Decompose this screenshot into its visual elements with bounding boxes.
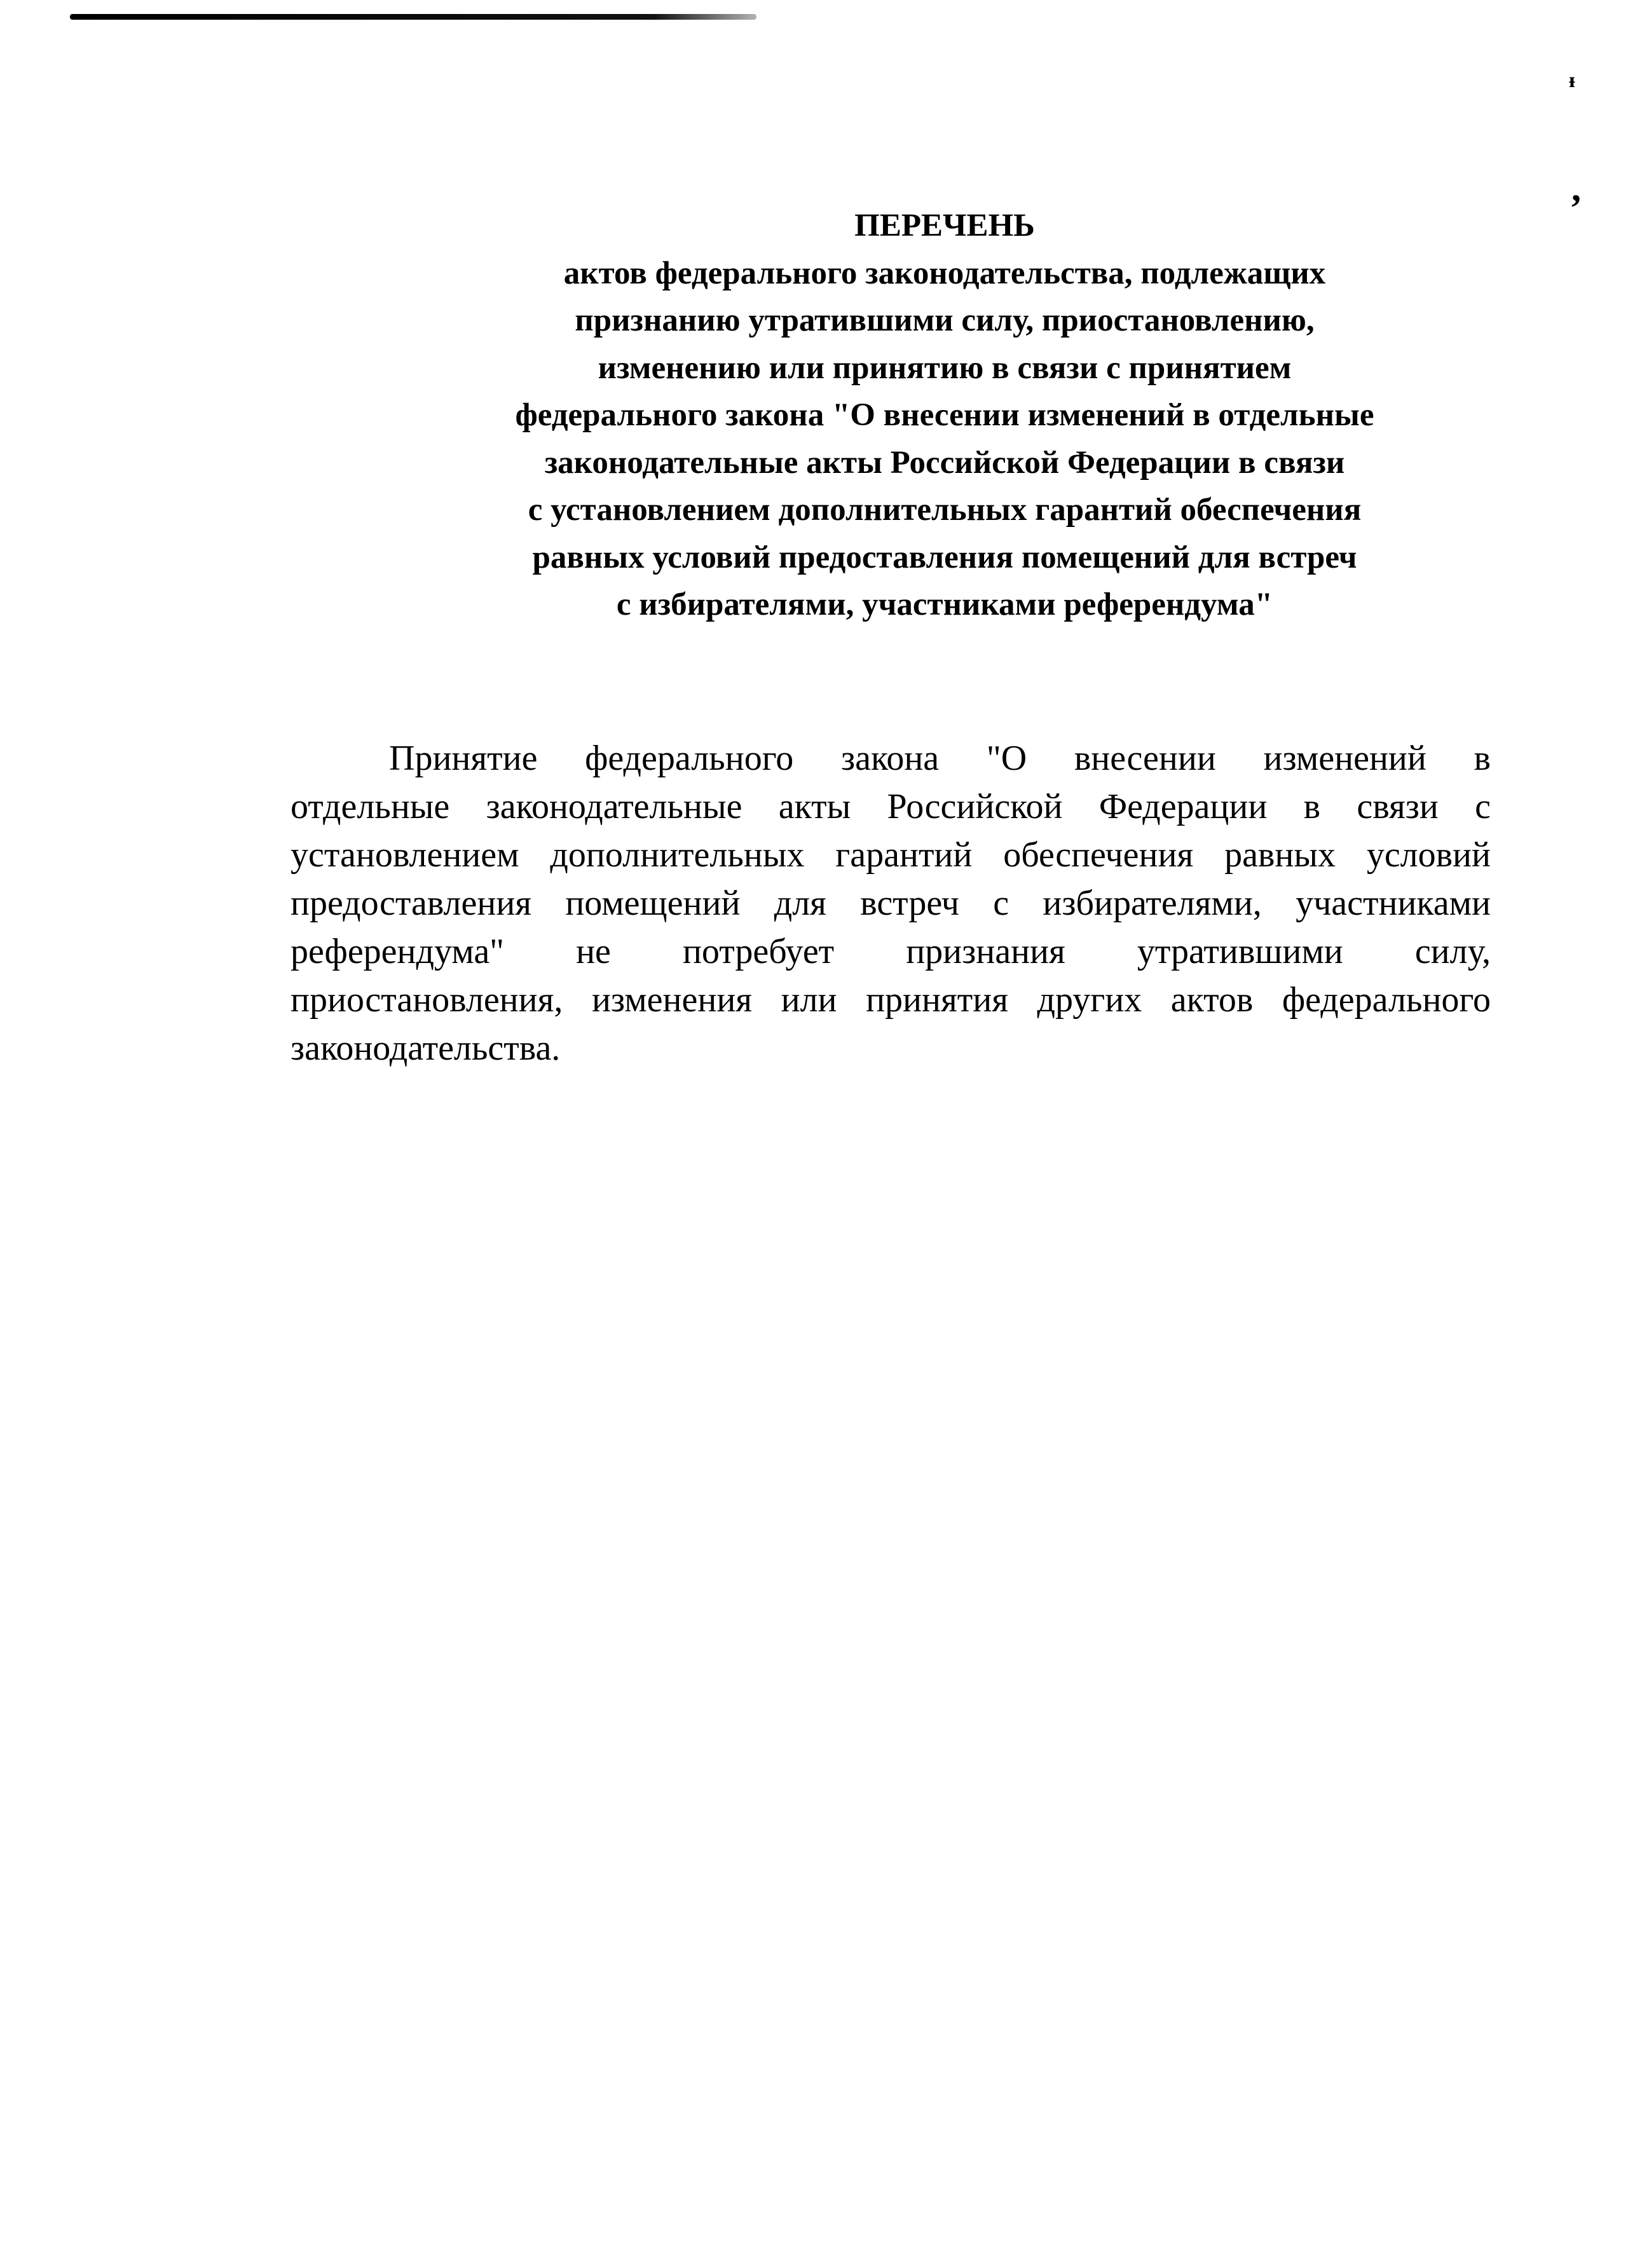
document-title: ПЕРЕЧЕНЬ [854, 208, 1035, 243]
subtitle-line: с установлением дополнительных гарантий обеспечения [528, 492, 1362, 528]
scan-top-rule [70, 14, 756, 20]
subtitle-line: актов федерального законодательства, подлежащих [563, 255, 1326, 291]
body-line: предоставления помещений для встреч с избирателями, участниками [291, 884, 1491, 923]
subtitle-line: изменению или принятию в связи с принятием [598, 350, 1292, 386]
subtitle-line: равных условий предоставления помещений для встреч [532, 539, 1357, 575]
body-paragraph [291, 734, 1491, 1072]
scan-mark: ᵻ [1569, 69, 1575, 92]
scan-comma-mark: , [1571, 167, 1581, 209]
body-line: законодательства. [291, 1028, 561, 1068]
body-line: установлением дополнительных гарантий обеспечения равных условий [291, 835, 1491, 875]
subtitle-line: с избирателями, участниками референдума" [616, 587, 1273, 622]
body-line: Принятие федерального закона "О внесении изменений в [389, 739, 1491, 778]
subtitle-line: законодательные акты Российской Федерации в связи [544, 444, 1345, 481]
subtitle-line: федерального закона "О внесении изменений в отдельные [515, 397, 1374, 433]
body-line: отдельные законодательные акты Российской Федерации в связи с [291, 787, 1491, 826]
body-line: референдума" не потребует признания утратившими силу, [291, 932, 1491, 971]
document-heading [373, 202, 1517, 629]
body-line: приостановления, изменения или принятия других актов федерального [291, 980, 1491, 1020]
subtitle-line: признанию утратившими силу, приостановлению, [575, 303, 1315, 338]
